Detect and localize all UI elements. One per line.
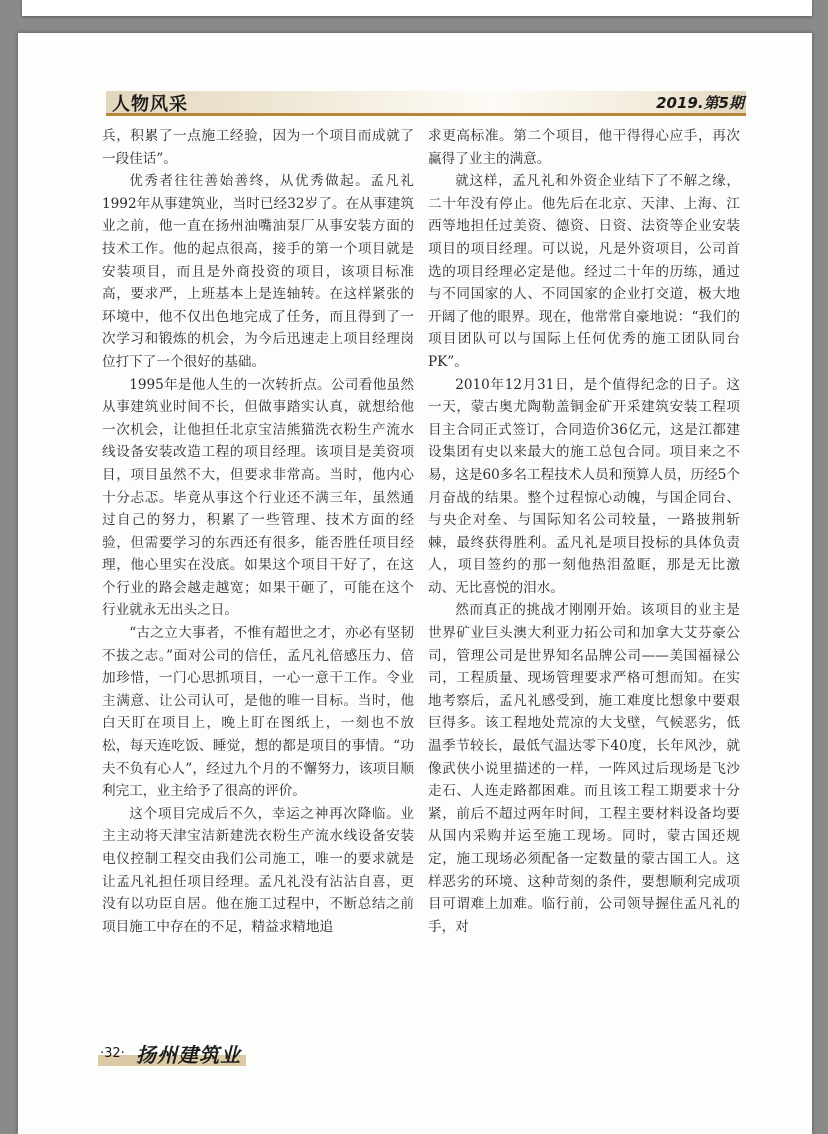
paragraph: 然而真正的挑战才刚刚开始。该项目的业主是世界矿业巨头澳大利亚力拓公司和加拿大艾芬豪公司，管理公司是世界知名品牌公司——美国福禄公司，工程质量、现场管理要求严格可想而知。在实地考察后，孟凡礼感受到，施工难度比想象中要艰巨得多。该工程地处荒凉的大戈壁，气候恶劣，低温季节较长，最低气温达零下40度，长年风沙，就像武侠小说里描述的一样，一阵风过后现场是飞沙走石、人连走路都困难。而且该工程工期要求十分紧，前后不超过两年时间，工程主要材料设备均要从国内采购并运至施工现场。同时，蒙古国还规定，施工现场必须配备一定数量的蒙古国工人。这样恶劣的环境、这种苛刻的条件，要想顺利完成项目可谓难上加难。临行前，公司领导握住孟凡礼的手，对 [428, 602, 740, 935]
paragraph: “古之立大事者，不惟有超世之才，亦必有坚韧不拔之志。”面对公司的信任，孟凡礼倍感压力、倍加珍惜，一门心思抓项目，一心一意干工作。令业主满意、让公司认可，是他的唯一目标。当时，他白天盯在项目上，晚上盯在图纸上，一刻也不放松，每天连吃饭、睡觉，想的都是项目的事情。“功夫不负有心人”，经过九个月的不懈努力，该项目顺利完工，业主给予了很高的评价。 [102, 625, 414, 800]
magazine-logo: 扬州建筑业 [136, 1043, 241, 1067]
paragraph: 兵，积累了一点施工经验，因为一个项目而成就了一段佳话”。 [102, 128, 414, 167]
page-header [106, 91, 746, 116]
header-band [106, 91, 746, 113]
magazine-page [18, 33, 812, 1134]
page-number: ·32· [100, 1046, 125, 1061]
previous-page-edge [22, 0, 812, 16]
paragraph: 1995年是他人生的一次转折点。公司看他虽然从事建筑业时间不长，但做事踏实认真，就想给他一次机会，让他担任北京宝洁熊猫洗衣粉生产流水线设备安装改造工程的项目经理。该项目是美资项目，项目虽然不大，但要求非常高。当时，他内心十分忐忑。毕竟从事这个行业还不满三年，虽然通过自己的努力，积累了一些管理、技术方面的经验，但需要学习的东西还有很多，能否胜任项目经理，他心里实在没底。如果这个项目干好了，在这个行业的路会越走越宽；如果干砸了，可能在这个行业就永无出头之日。 [102, 376, 414, 619]
section-title: 人物风采 [112, 94, 188, 115]
paragraph: 求更高标准。第二个项目，他干得得心应手，再次赢得了业主的满意。 [428, 128, 740, 167]
paragraph: 这个项目完成后不久，幸运之神再次降临。业主主动将天津宝洁新建洗衣粉生产流水线设备安装电仪控制工程交由我们公司施工，唯一的要求就是让孟凡礼担任项目经理。孟凡礼没有沾沾自喜，更没有以功臣自居。他在施工过程中，不断总结之前项目施工中存在的不足，精益求精地追 [102, 805, 414, 935]
paragraph: 2010年12月31日，是个值得纪念的日子。这一天，蒙古奥尤陶勒盖铜金矿开采建筑安装工程项目主合同正式签订，合同造价36亿元，这是江都建设集团有史以来最大的施工总包合同。项目来之不易，这是60多名工程技术人员和预算人员，历经5个月奋战的结果。整个过程惊心动魄，与国企同台、与央企对垒、与国际知名公司较量，一路披荆斩棘，最终获得胜利。孟凡礼是项目投标的具体负责人，项目签约的那一刻他热泪盈眶，那是无比激动、无比喜悦的泪水。 [428, 376, 740, 596]
right-column [428, 125, 740, 938]
paragraph: 优秀者往往善始善终，从优秀做起。孟凡礼1992年从事建筑业，当时已经32岁了。在从事建筑业之前，他一直在扬州油嘴油泵厂从事安装方面的技术工作。他的起点很高，接手的第一个项目就是安装项目，而且是外商投资的项目，该项目标准高，要求严，上班基本上是连轴转。在这样紧张的环境中，他不仅出色地完成了任务，而且得到了一次学习和锻炼的机会，为今后迅速走上项目经理岗位打下了一个很好的基础。 [102, 173, 414, 370]
issue-number: 2019.第5期 [656, 94, 744, 112]
left-column [102, 125, 414, 938]
page-footer [96, 1043, 296, 1069]
paragraph: 就这样，孟凡礼和外资企业结下了不解之缘，二十年没有停止。他先后在北京、天津、上海、江西等地担任过美资、德资、日资、法资等企业安装项目的项目经理。可以说，凡是外资项目，公司首选的项目经理必定是他。经过二十年的历练，通过与不同国家的人、不同国家的企业打交道，极大地开阔了他的眼界。现在，他常常自豪地说：“我们的项目团队可以与国际上任何优秀的施工团队同台PK”。 [428, 173, 740, 370]
